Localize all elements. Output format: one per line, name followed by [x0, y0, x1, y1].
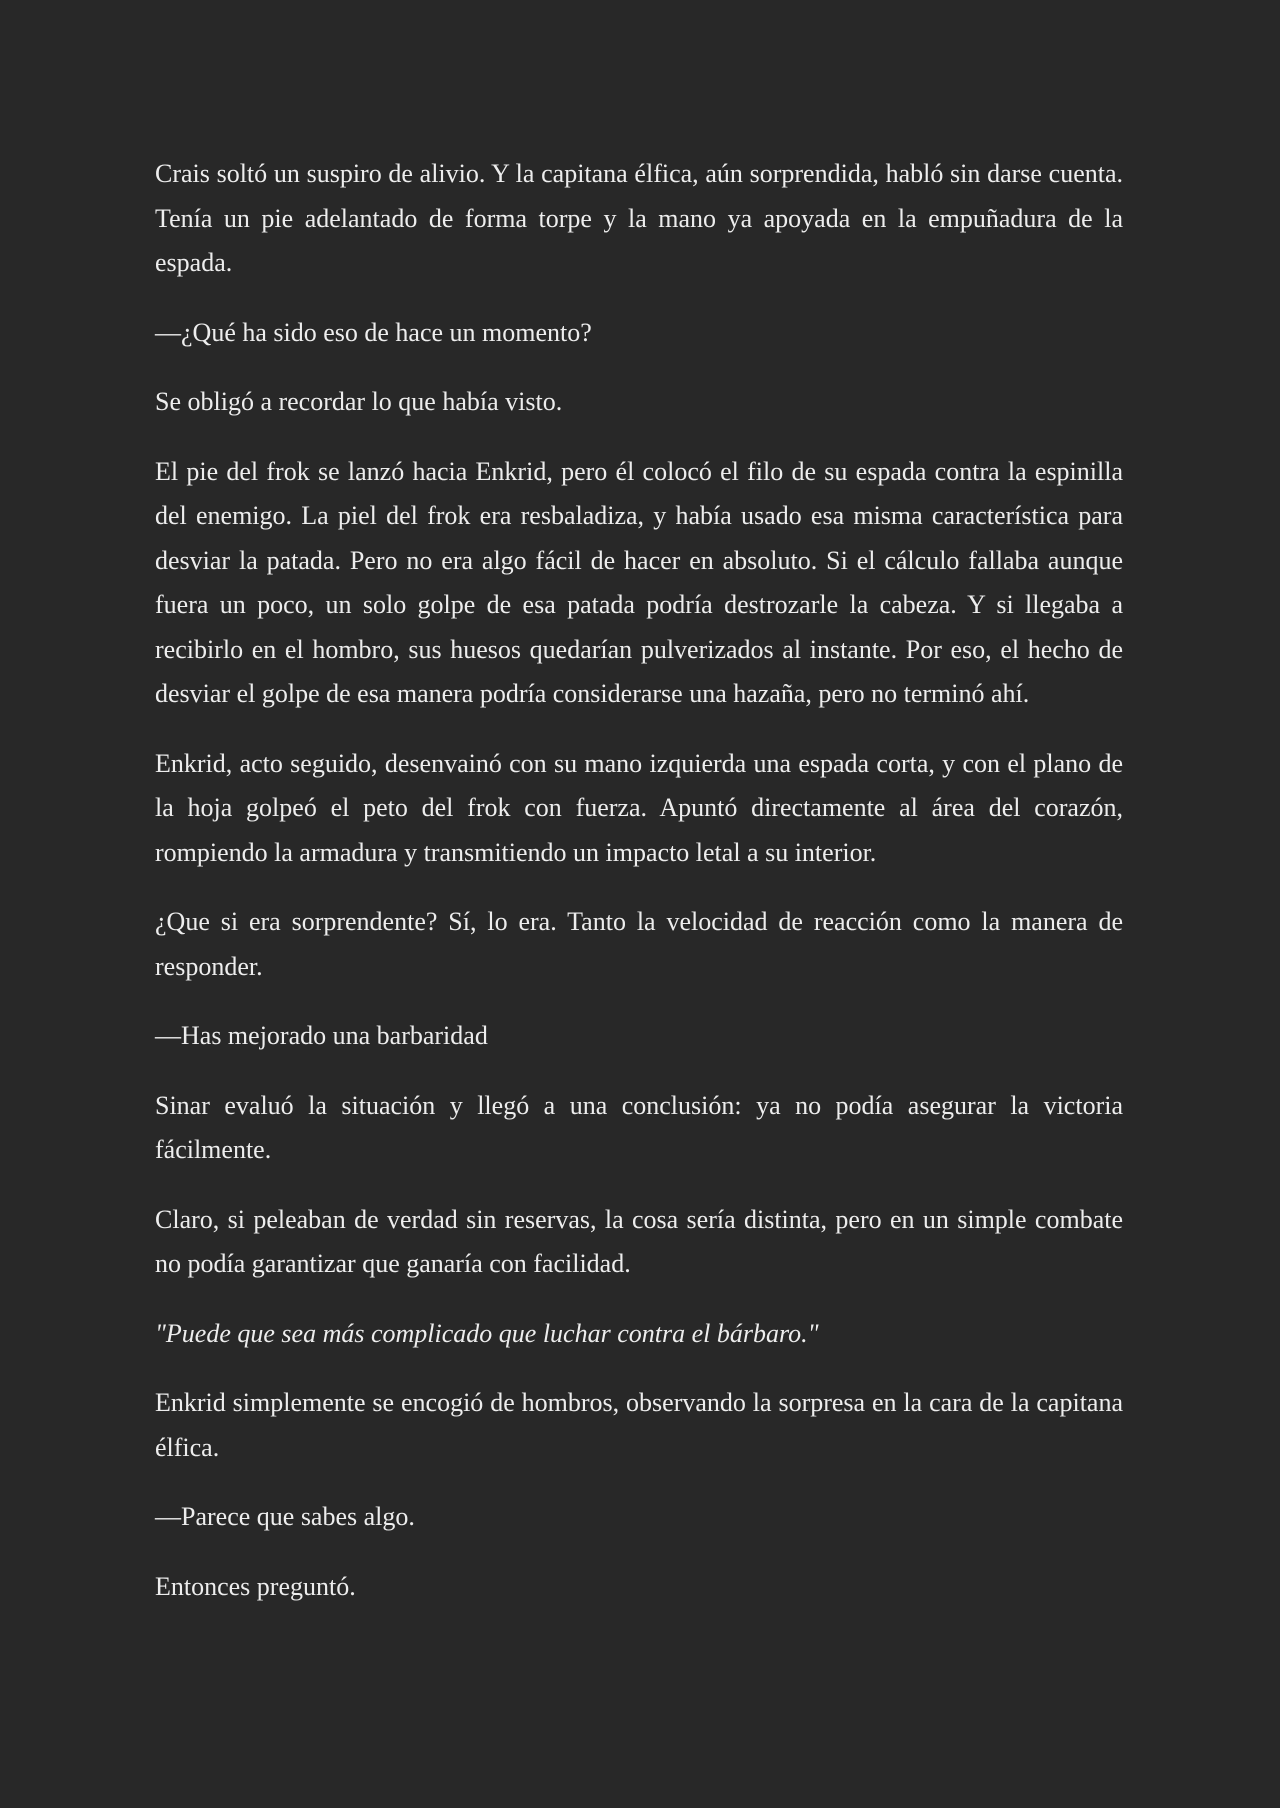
paragraph: ¿Que si era sorprendente? Sí, lo era. Tanto la velocidad de reacción como la manera de responder.	[155, 907, 1123, 981]
thought-line: "Puede que sea más complicado que luchar contra el bárbaro."	[155, 1318, 819, 1348]
paragraph: El pie del frok se lanzó hacia Enkrid, pero él colocó el filo de su espada contra la espinilla del enemigo. La piel del frok era resbaladiza, y había usado esa misma característica para desviar la patada. Pero no era algo fácil de hacer en absoluto. Si el cálculo fallaba aunque fuera un poco, un solo golpe de esa patada podría destrozarle la cabeza. Y si llegaba a recibirlo en el hombro, sus huesos quedarían pulverizados al instante. Por eso, el hecho de desviar el golpe de esa manera podría considerarse una hazaña, pero no terminó ahí.	[155, 456, 1123, 708]
paragraph: Sinar evaluó la situación y llegó a una conclusión: ya no podía asegurar la victoria fácilmente.	[155, 1090, 1123, 1164]
dialogue-line: —Parece que sabes algo.	[155, 1502, 415, 1531]
paragraph: Crais soltó un suspiro de alivio. Y la capitana élfica, aún sorprendida, habló sin darse cuenta. Tenía un pie adelantado de forma torpe y la mano ya apoyada en la empuñadura de la espada.	[155, 159, 1123, 277]
dialogue-line: —Has mejorado una barbaridad	[155, 1021, 488, 1050]
dialogue-line: —¿Qué ha sido eso de hace un momento?	[155, 317, 592, 347]
reading-area	[155, 152, 1123, 1634]
paragraph: Se obligó a recordar lo que había visto.	[155, 387, 563, 416]
paragraph: Enkrid, acto seguido, desenvainó con su mano izquierda una espada corta, y con el plano de la hoja golpeó el peto del frok con fuerza. Apuntó directamente al área del corazón, rompiendo la armadura y transmitiendo un impacto letal a su interior.	[155, 748, 1123, 867]
paragraph: Entonces preguntó.	[155, 1571, 356, 1601]
paragraph: Enkrid simplemente se encogió de hombros, observando la sorpresa en la cara de la capitana élfica.	[155, 1388, 1123, 1462]
paragraph: Claro, si peleaban de verdad sin reservas, la cosa sería distinta, pero en un simple combate no podía garantizar que ganaría con facilidad.	[155, 1204, 1123, 1278]
